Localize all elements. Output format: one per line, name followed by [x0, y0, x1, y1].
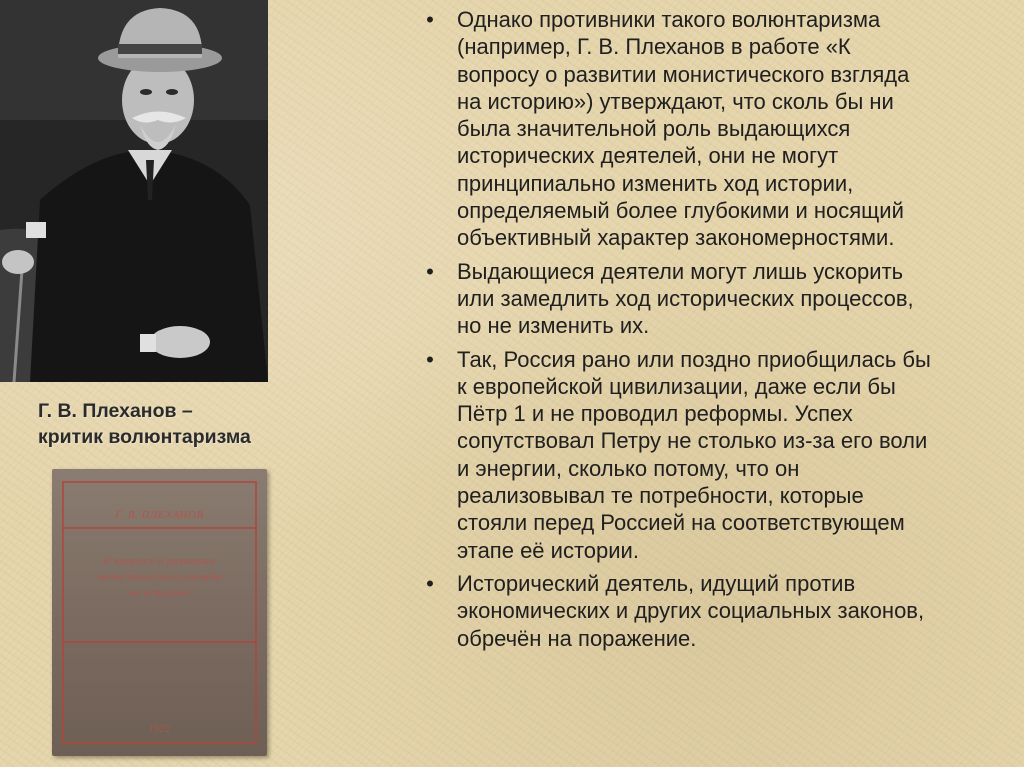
- bullet-icon: •: [426, 570, 434, 596]
- bullet-line: Однако противники такого волюнтаризма: [457, 7, 881, 32]
- bullet-icon: •: [426, 346, 434, 372]
- bullet-list: [420, 6, 1020, 658]
- bullet-line: определяемый более глубокими и носящий: [457, 198, 904, 224]
- bullet-line: принципиально изменить ход истории,: [457, 170, 854, 196]
- bullet-line: или замедлить ход исторических процессов,: [457, 285, 914, 311]
- bullet-item: [420, 6, 1020, 252]
- caption-line-2: критик волюнтаризма: [38, 426, 251, 449]
- bullet-icon: •: [426, 258, 434, 284]
- bullet-item: [420, 346, 1020, 564]
- book-author: Г. В. ПЛЕХАНОВ: [115, 509, 204, 521]
- book-cover: [52, 469, 267, 756]
- portrait-illustration: [0, 0, 268, 382]
- bullet-line: стояли перед Россией на соответствующем: [457, 510, 905, 536]
- bullet-line: к европейской цивилизации, даже если бы: [457, 373, 896, 399]
- bullet-line: (например, Г. В. Плеханов в работе «К: [457, 34, 851, 60]
- book-rule-top: [62, 527, 257, 529]
- bullet-line: Так, Россия рано или поздно приобщилась бы: [457, 346, 931, 372]
- bullet-line: исторических деятелей, они не могут: [457, 143, 839, 169]
- bullet-line: реализовывал те потребности, которые: [457, 483, 864, 509]
- bullet-line: на историю») утверждают, что сколь бы ни: [457, 88, 894, 114]
- bullet-line: Исторический деятель, идущий против: [457, 570, 856, 596]
- caption-line-1: Г. В. Плеханов –: [38, 400, 193, 422]
- portrait-caption: [38, 398, 298, 450]
- bullet-line: вопросу о развитии монистического взгляда: [457, 61, 910, 87]
- book-title: [66, 553, 253, 601]
- bullet-line: Пётр 1 и не проводил реформы. Успех: [457, 401, 853, 427]
- bullet-line: сопутствовал Петру не столько из-за его воли: [457, 428, 928, 454]
- book-title-line-3: на историю: [128, 587, 191, 599]
- book-rule-bottom: [62, 641, 257, 643]
- bullet-line: экономических и других социальных законов,: [457, 598, 925, 624]
- bullet-icon: •: [426, 7, 434, 32]
- bullet-line: объективный характер закономерностями.: [457, 225, 895, 251]
- bullet-line: но не изменить их.: [457, 313, 650, 339]
- book-title-line-2: монистического взгляда: [97, 571, 222, 583]
- bullet-line: Выдающиеся деятели могут лишь ускорить: [457, 258, 904, 284]
- bullet-item: [420, 570, 1020, 652]
- bullet-line: этапе её истории.: [457, 537, 639, 563]
- bullet-line: обречён на поражение.: [457, 625, 697, 651]
- book-title-line-1: К вопросу о развитии: [103, 555, 216, 567]
- bullet-item: [420, 258, 1020, 340]
- portrait-photo: [0, 0, 268, 382]
- book-year: 1922: [148, 724, 171, 735]
- bullet-line: и энергии, сколько потому, что он: [457, 455, 800, 481]
- bullet-line: была значительной роль выдающихся: [457, 116, 851, 142]
